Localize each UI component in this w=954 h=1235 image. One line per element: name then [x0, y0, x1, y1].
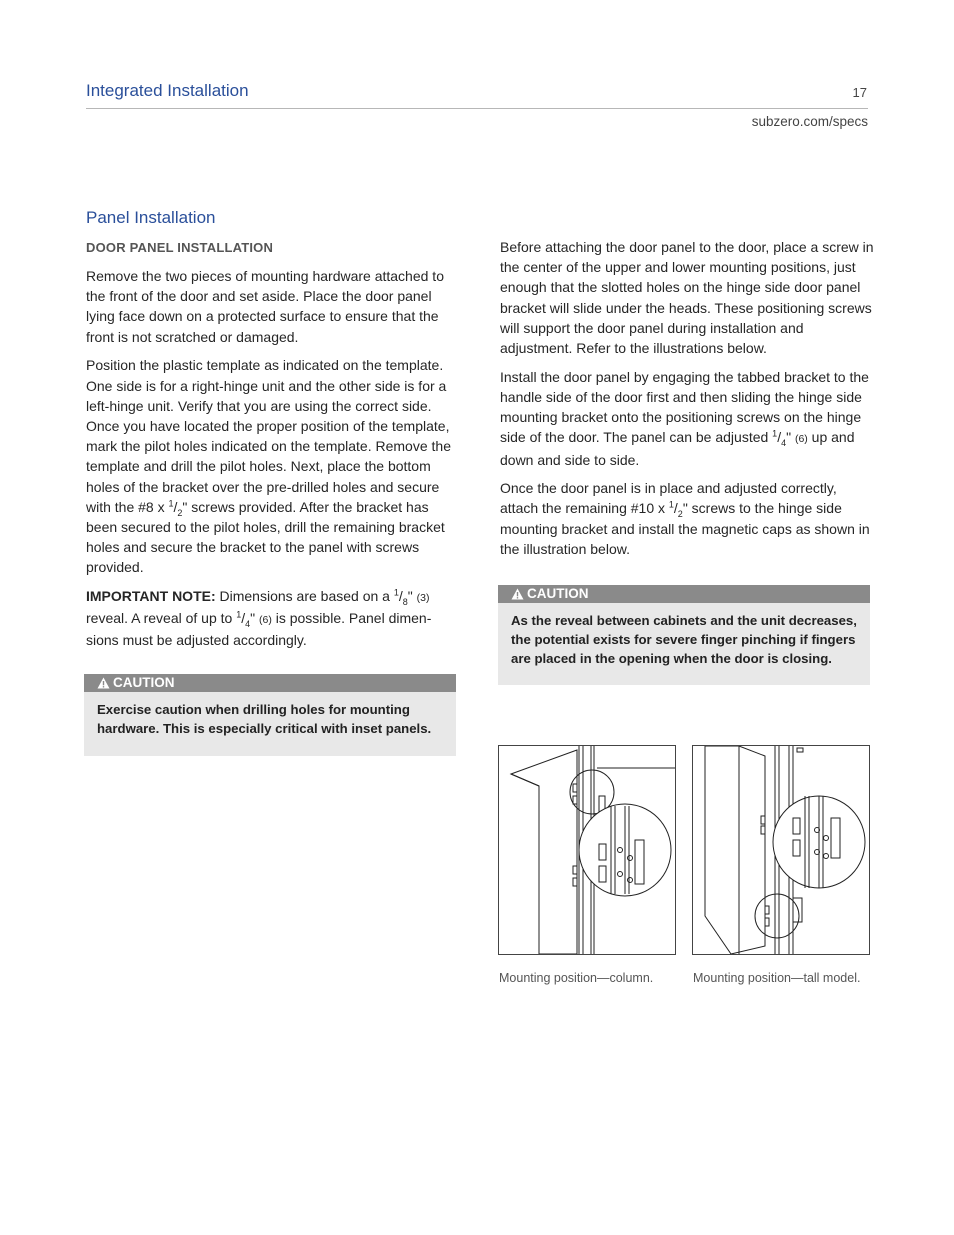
- subsection-heading: DOOR PANEL INSTALLATION: [86, 240, 274, 255]
- page-number: 17: [852, 85, 867, 100]
- header-title: Integrated Installation: [86, 81, 249, 100]
- paragraph: Install the door panel by engaging the tabbed bracket to the handle side of the door first and then sliding the hinge side mounting bracket onto the positioning screws on the hinge side of the door. The panel can be adjusted $^1/_4$" (6) up and down and side to side.: [500, 368, 869, 468]
- important-note: IMPORTANT NOTE: Dimensions are based on a $^1/_8$" (3) reveal. A reveal of up to $^1/_4$" (6) is possible. Panel dimen-sions must be adjusted accordingly.: [86, 587, 432, 649]
- figure-caption: Mounting position—tall model.: [693, 971, 861, 985]
- right-column: [500, 237, 878, 568]
- note-label: IMPORTANT NOTE:: [86, 588, 216, 605]
- paragraph: Position the plastic template as indicated on the template. One side is for a right-hinge unit and the other side is for a left-hinge unit. Verify that you are using the correct side. Once you have located the proper position of the template, mark the pilot holes indicated on the template. Remove the template and drill the pilot holes. Next, place the bottom holes of the bracket over the pre-drilled holes and secure with the #8 x $^1/_2$" screws provided. After the bracket has been secured to the pilot holes, drill the remaining bracket holes and secure the bracket to the panel with screws provided.: [86, 357, 451, 576]
- paragraph: Once the door panel is in place and adjusted correctly, attach the remaining #10 x $^1/_2$" screws to the hinge side mounting bracket and install the magnetic caps as shown in the illustration below.: [500, 480, 870, 557]
- caution-header: [84, 674, 456, 692]
- caution-text: As the reveal between cabinets and the unit decreases, the potential exists for severe finger pinching if fingers are placed in the opening when the door is closing.: [511, 613, 857, 666]
- figure-mounting-column: [498, 745, 676, 955]
- caution-header: [498, 585, 870, 603]
- figure-mounting-tall-model: [692, 745, 870, 955]
- section-title: Panel Installation: [86, 208, 216, 227]
- caution-label: CAUTION: [113, 675, 175, 690]
- mounting-tall-illustration: [693, 746, 869, 954]
- site-url[interactable]: subzero.com/specs: [751, 114, 868, 129]
- caution-box: [84, 674, 456, 756]
- paragraph: Remove the two pieces of mounting hardware attached to the front of the door and set aside. Place the door panel lying face down on a protected surface to ensure that the front is not scratched or damaged.: [86, 268, 444, 345]
- warning-triangle-icon: [97, 677, 110, 689]
- mounting-column-illustration: [499, 746, 675, 954]
- caution-label: CAUTION: [527, 586, 589, 601]
- header-divider: [86, 108, 868, 109]
- caution-box: [498, 585, 870, 685]
- paragraph: Before attaching the door panel to the door, place a screw in the center of the upper and lower mounting positions, just enough that the slotted holes on the hinge side door panel bracket will slide under the heads. These positioning screws will support the door panel during installation and adjustment. Refer to the illustrations below.: [500, 239, 874, 357]
- figure-caption: Mounting position—column.: [499, 971, 654, 985]
- warning-triangle-icon: [511, 588, 524, 600]
- caution-text: Exercise caution when drilling holes for mounting hardware. This is especially critical with inset panels.: [97, 702, 432, 736]
- left-column: [86, 266, 461, 659]
